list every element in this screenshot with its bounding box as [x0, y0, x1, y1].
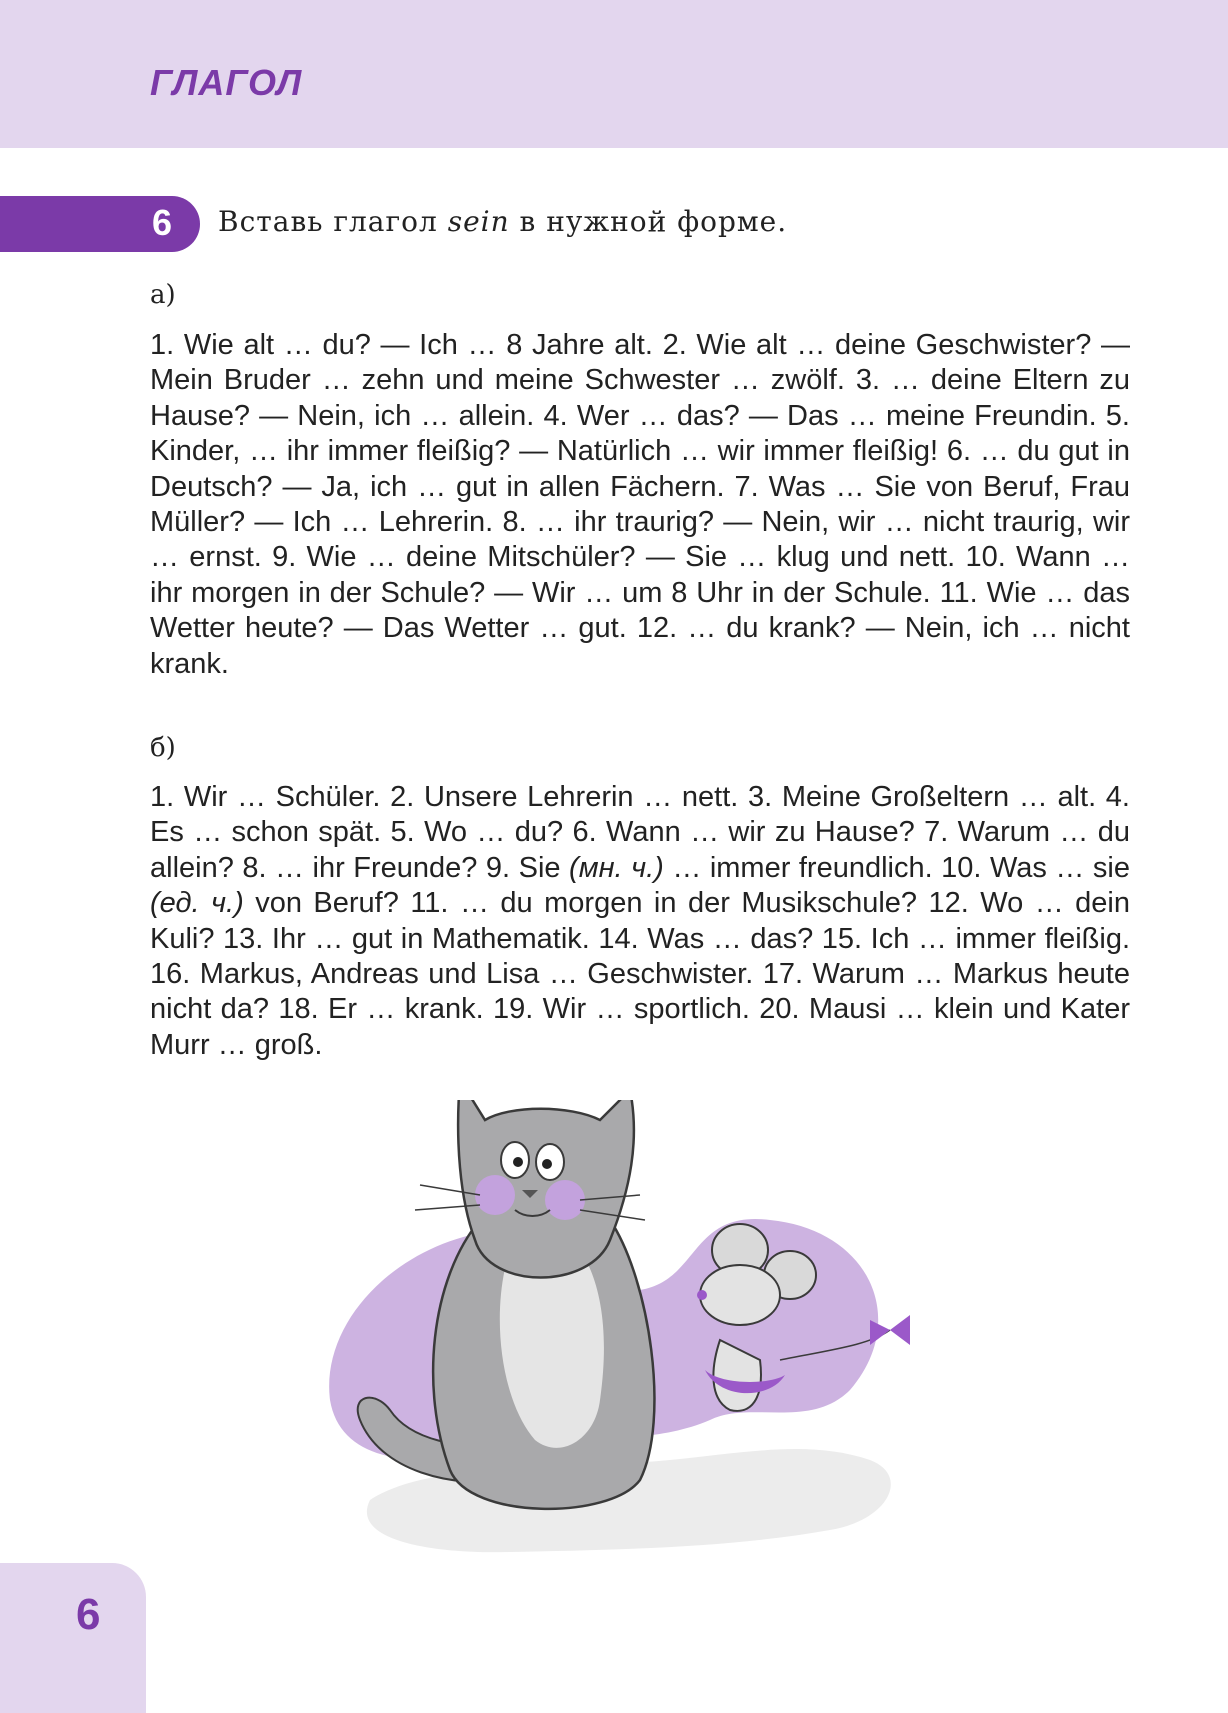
- part-b-text-1: 1. Wir … Schüler. 2. Unsere Lehrerin … nett. 3. Meine Großeltern … alt. 4. Es … schon spät. 5. Wo … du? 6. Wann … wir zu Hause? 7. Warum … du allein? 8. … ihr Freunde? 9. Sie: [150, 781, 1130, 884]
- part-a-label: а): [150, 280, 176, 310]
- part-a-exercise-text: 1. Wie alt … du? — Ich … 8 Jahre alt. 2. Wie alt … deine Geschwister? — Mein Bruder … zehn und meine Schwester … zwölf. 3. … deine Eltern zu Hause? — Nein, ich … allein. 4. Wer … das? — Das … meine Freundin. 5. Kinder, … ihr immer fleißig? — Natürlich … wir immer fleißig! 6. … du gut in Deutsch? — Ja, ich … gut in allen Fächern. 7. Was … Sie von Beruf, Frau Müller? — Ich … Lehrerin. 8. … ihr traurig? — Nein, wir … nicht traurig, wir … ernst. 9. Wie … deine Mitschüler? — Sie … klug und nett. 10. Wann … ihr morgen in der Schule? — Wir … um 8 Uhr in der Schule. 11. Wie … das Wetter heute? — Das Wetter … gut. 12. … du krank? — Nein, ich … nicht krank.: [150, 329, 1130, 680]
- cat-cheek-left: [475, 1175, 515, 1215]
- task-instruction: [218, 205, 787, 238]
- cat-cheek-right: [545, 1180, 585, 1220]
- task-number-tab: [0, 196, 200, 252]
- instruction-text-end: в нужной форме.: [509, 205, 788, 238]
- task-number: 6: [151, 202, 172, 243]
- mouse-nose: [697, 1290, 707, 1300]
- plural-note: (мн. ч.): [569, 851, 664, 884]
- section-title: ГЛАГОЛ: [150, 62, 303, 103]
- part-b-text-3: von Beruf? 11. … du morgen in der Musikschule? 12. Wo … dein Kuli? 13. Ihr … gut in Mathematik. 14. Was … das? 15. Ich … immer fleißig. 16. Markus, Andreas und Lisa … Geschwister. 17. Warum … Markus heute nicht da? 18. Er … krank. 19. Wir … sportlich. 20. Mausi … klein und Kater Murr … groß.: [150, 887, 1130, 1061]
- instruction-verb: sein: [447, 205, 510, 238]
- page-number-corner: [0, 1563, 146, 1713]
- cat-and-mouse-illustration: [310, 1100, 970, 1570]
- instruction-text-start: Вставь глагол: [218, 205, 448, 238]
- part-b-exercise-text: [150, 780, 1130, 1063]
- page-number: 6: [76, 1590, 101, 1639]
- mouse-head: [700, 1265, 780, 1325]
- part-b-text-2: … immer freundlich. 10. Was … sie: [663, 851, 1130, 884]
- part-b-label: б): [150, 733, 176, 763]
- cat-pupil-right: [542, 1159, 552, 1169]
- cat-pupil-left: [513, 1157, 523, 1167]
- singular-note: (ед. ч.): [150, 887, 244, 920]
